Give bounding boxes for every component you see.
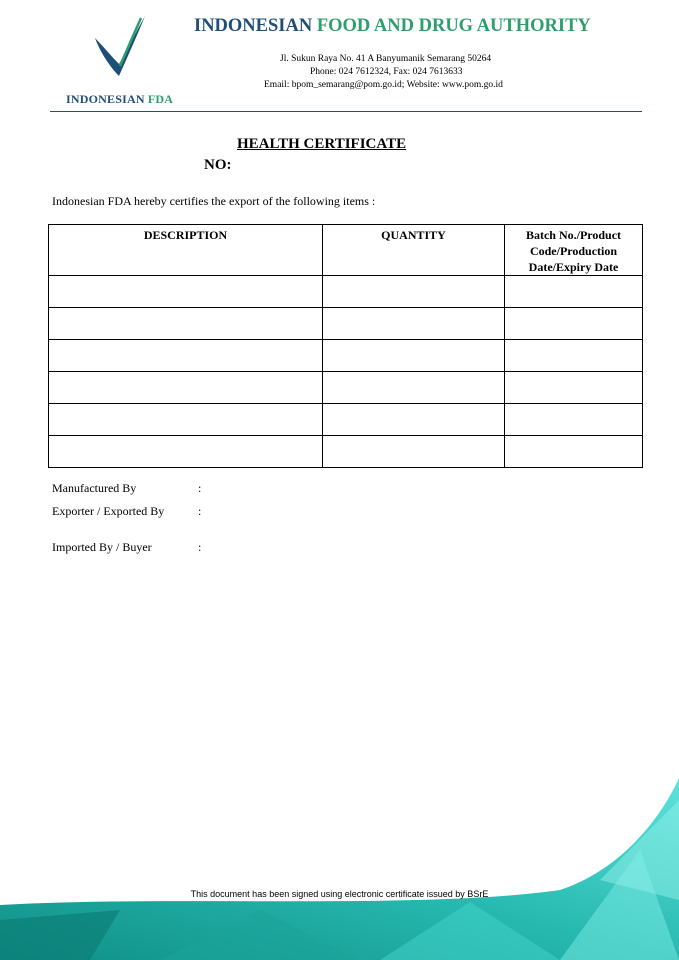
batch-cell[interactable]	[505, 372, 643, 404]
logo-caption-fda: FDA	[147, 92, 174, 106]
certificate-title: HEALTH CERTIFICATE	[237, 136, 407, 152]
description-cell[interactable]	[49, 404, 323, 436]
quantity-cell[interactable]	[323, 404, 505, 436]
column-header-quantity: QUANTITY	[323, 225, 505, 276]
organization-title	[194, 16, 591, 37]
table-row	[49, 404, 643, 436]
email-website-line: Email: bpom_semarang@pom.go.id; Website: www.pom.go.id	[264, 80, 503, 90]
description-cell[interactable]	[49, 436, 323, 468]
importer-label: Imported By / Buyer	[52, 540, 152, 554]
quantity-cell[interactable]	[323, 436, 505, 468]
table-row	[49, 276, 643, 308]
batch-header-line-1: Batch No./Product	[525, 228, 622, 242]
table-row	[49, 340, 643, 372]
certification-statement: Indonesian FDA hereby certifies the export of the following items :	[52, 194, 376, 208]
exporter-label: Exporter / Exported By	[52, 504, 165, 518]
batch-cell[interactable]	[505, 404, 643, 436]
table-row	[49, 308, 643, 340]
header-divider	[50, 111, 642, 112]
description-cell[interactable]	[49, 340, 323, 372]
manufactured-by-label: Manufactured By	[52, 481, 137, 495]
items-table	[48, 224, 643, 468]
quantity-cell[interactable]	[323, 340, 505, 372]
description-cell[interactable]	[49, 372, 323, 404]
quantity-cell[interactable]	[323, 276, 505, 308]
address-line: Jl. Sukun Raya No. 41 A Banyumanik Semarang 50264	[280, 54, 492, 64]
column-header-description: DESCRIPTION	[49, 225, 323, 276]
quantity-cell[interactable]	[323, 308, 505, 340]
batch-cell[interactable]	[505, 308, 643, 340]
footer-wave-decoration	[0, 760, 679, 960]
batch-cell[interactable]	[505, 276, 643, 308]
description-cell[interactable]	[49, 276, 323, 308]
exporter-separator: :	[198, 504, 202, 518]
org-title-fda: FOOD AND DRUG AUTHORITY	[316, 16, 591, 36]
batch-cell[interactable]	[505, 436, 643, 468]
description-cell[interactable]	[49, 308, 323, 340]
manufactured-by-separator: :	[198, 481, 202, 495]
electronic-signature-note: This document has been signed using electronic certificate issued by BSrE	[190, 889, 489, 899]
table-row	[49, 372, 643, 404]
table-header-row	[49, 225, 643, 276]
column-header-batch	[505, 225, 643, 276]
logo-caption-indonesian: INDONESIAN	[66, 92, 145, 106]
batch-cell[interactable]	[505, 340, 643, 372]
importer-separator: :	[198, 540, 202, 554]
batch-header-line-3: Date/Expiry Date	[528, 260, 619, 274]
logo-caption	[66, 92, 173, 107]
certificate-number-label: NO:	[204, 157, 232, 173]
batch-header-line-2: Code/Production	[529, 244, 618, 258]
table-row	[49, 436, 643, 468]
org-title-indonesian: INDONESIAN	[194, 16, 313, 36]
phone-fax-line: Phone: 024 7612324, Fax: 024 7613633	[310, 67, 463, 77]
fda-logo	[93, 14, 149, 80]
quantity-cell[interactable]	[323, 372, 505, 404]
